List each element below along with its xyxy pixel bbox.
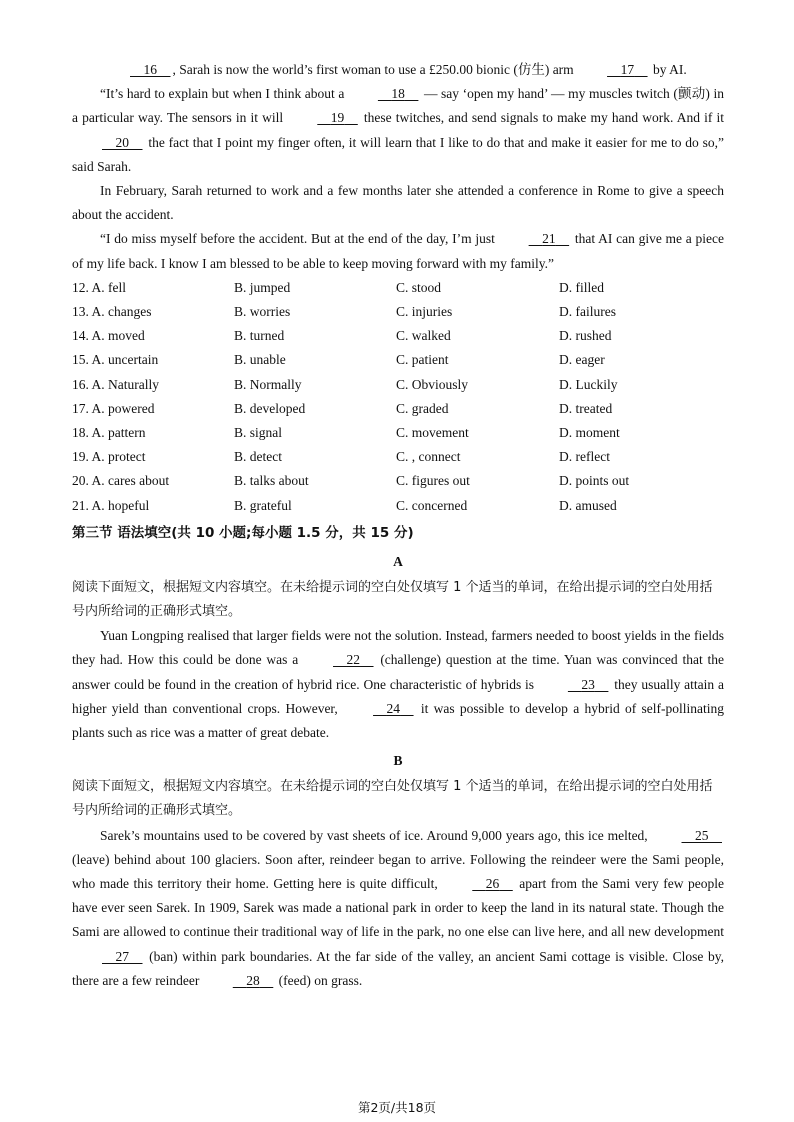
blank-26[interactable]: 26 [485, 875, 500, 891]
option-choice[interactable]: C. movement [396, 425, 469, 441]
option-choice[interactable]: B. unable [234, 352, 286, 368]
option-choice[interactable]: 12. A. fell [72, 279, 126, 295]
option-choice[interactable]: C. , connect [396, 449, 461, 465]
option-choice[interactable]: B. talks about [234, 473, 309, 489]
option-choice[interactable]: C. patient [396, 352, 449, 368]
option-row [72, 397, 724, 421]
option-choice[interactable]: B. jumped [234, 279, 291, 295]
blank-28[interactable]: 28 [246, 972, 260, 988]
option-choice[interactable]: 19. A. protect [72, 449, 146, 465]
option-choice[interactable]: C. stood [396, 279, 442, 295]
page-content [72, 58, 724, 993]
passage-paragraph-21: “I do miss myself before the accident. But at the end of the day, I’m just 21 that AI can give me a piece of my life back. I know I am blessed to be able to keep moving forward with my family.” [72, 227, 724, 275]
part-b-heading: B [393, 753, 403, 769]
option-row [72, 348, 724, 372]
blank-17[interactable]: 17 [620, 62, 635, 77]
blank-24[interactable]: 24 [386, 700, 401, 716]
option-choice[interactable]: C. injuries [396, 304, 453, 320]
option-choice[interactable]: B. Normally [234, 376, 302, 392]
passage-line-16-17: 16 , Sarah is now the world’s first woman to use a £250.00 bionic (仿生) arm 17 by AI. [72, 58, 724, 82]
blank-27[interactable]: 27 [115, 948, 129, 964]
blank-20[interactable]: 20 [115, 134, 129, 150]
blank-18[interactable]: 18 [391, 86, 405, 102]
option-choice[interactable]: B. worries [234, 304, 291, 320]
option-choice[interactable]: 13. A. changes [72, 304, 152, 320]
option-choice[interactable]: B. turned [234, 328, 285, 344]
section-3-title: 第三节 语法填空(共 10 小题;每小题 1.5 分，共 15 分) [72, 524, 414, 541]
blank-25[interactable]: 25 [695, 827, 709, 843]
option-choice[interactable]: C. figures out [396, 473, 470, 489]
options-table [72, 276, 724, 518]
option-choice[interactable]: D. amused [559, 497, 617, 513]
blank-19[interactable]: 19 [330, 110, 345, 126]
part-a-passage: Yuan Longping realised that larger fields were not the solution. Instead, farmers needed to boost yields in the fields they had. How this could be done was a 22 (challenge) question at the time. Yuan was convinced that the answer could be found in the creation of hybrid rice. One characteristic of hybrids is 23 they usually attain a higher yield than conventional crops. However, 24 it was possible to develop a hybrid of self-pollinating plants such as rice was a matter of great debate. [72, 628, 725, 740]
option-choice[interactable]: D. treated [559, 400, 613, 416]
option-choice[interactable]: C. graded [396, 400, 449, 416]
option-row [72, 445, 724, 469]
option-choice[interactable]: 20. A. cares about [72, 473, 170, 489]
passage-paragraph-18-20: “It’s hard to explain but when I think about a 18 — say ‘open my hand’ — my muscles twitch (颤动) in a particular way. The sensors in it will 19 these twitches, and send signals to make my hand work. And if it 20 the fact that I point my finger often, it will learn that I like to do that and make it easier for me to do so,” said Sarah. [72, 82, 724, 179]
part-b-passage: Sarek’s mountains used to be covered by vast sheets of ice. Around 9,000 years ago, this ice melted, 25 (leave) behind about 100 glaciers. Soon after, reindeer began to arrive. Following the reindeer were the Sami people, who made this territory their home. Getting here is quite difficult, 26 apart from the Sami very few people have ever seen Sarek. In 1909, Sarek was made a national park in order to keep the land in its natural state. Though the Sami are allowed to continue their traditional way of life in the park, no one else can live here, and all new development 27 (ban) within park boundaries. At the far side of the valley, an ancient Sami cottage is visible. Close by, there are a few reindeer 28 (feed) on grass. [72, 824, 724, 993]
option-choice[interactable]: 15. A. uncertain [72, 352, 159, 368]
option-choice[interactable]: 14. A. moved [72, 328, 145, 344]
option-choice[interactable]: D. rushed [559, 328, 612, 344]
option-row [72, 324, 724, 348]
option-row [72, 494, 724, 518]
option-row [72, 469, 724, 493]
option-choice[interactable]: 18. A. pattern [72, 425, 146, 441]
passage-paragraph-february: In February, Sarah returned to work and a few months later she attended a conference in Rome to give a speech about the accident. [72, 183, 724, 223]
option-choice[interactable]: D. filled [559, 279, 604, 295]
option-choice[interactable]: C. concerned [396, 497, 468, 513]
option-choice[interactable]: B. developed [234, 400, 306, 416]
option-choice[interactable]: C. Obviously [396, 376, 469, 392]
option-choice[interactable]: B. grateful [234, 497, 292, 513]
option-choice[interactable]: D. points out [559, 473, 630, 489]
option-choice[interactable]: D. failures [559, 304, 616, 320]
option-choice[interactable]: 16. A. Naturally [72, 376, 159, 392]
option-row [72, 373, 724, 397]
option-choice[interactable]: B. detect [234, 449, 282, 465]
blank-21[interactable]: 21 [542, 231, 556, 247]
option-row [72, 300, 724, 324]
part-a-instructions: 阅读下面短文，根据短文内容填空。在未给提示词的空白处仅填写 1 个适当的单词，在给出提示词的空白处用括号内所给词的正确形式填空。 [72, 579, 713, 619]
option-choice[interactable]: D. eager [559, 352, 605, 368]
option-choice[interactable]: D. Luckily [559, 376, 618, 392]
option-choice[interactable]: 21. A. hopeful [72, 497, 150, 513]
blank-16[interactable]: 16 [143, 62, 157, 77]
option-row [72, 421, 724, 445]
blank-23[interactable]: 23 [581, 676, 595, 692]
option-choice[interactable]: D. reflect [559, 449, 610, 465]
option-row [72, 276, 724, 300]
option-choice[interactable]: 17. A. powered [72, 400, 155, 416]
part-b-instructions: 阅读下面短文，根据短文内容填空。在未给提示词的空白处仅填写 1 个适当的单词，在给出提示词的空白处用括号内所给词的正确形式填空。 [72, 779, 713, 819]
option-choice[interactable]: C. walked [396, 328, 451, 344]
page-footer: 第2页/共18页 [357, 1100, 437, 1115]
option-choice[interactable]: D. moment [559, 425, 620, 441]
blank-22[interactable]: 22 [346, 652, 361, 668]
part-a-heading: A [393, 553, 403, 569]
option-choice[interactable]: B. signal [234, 425, 283, 441]
